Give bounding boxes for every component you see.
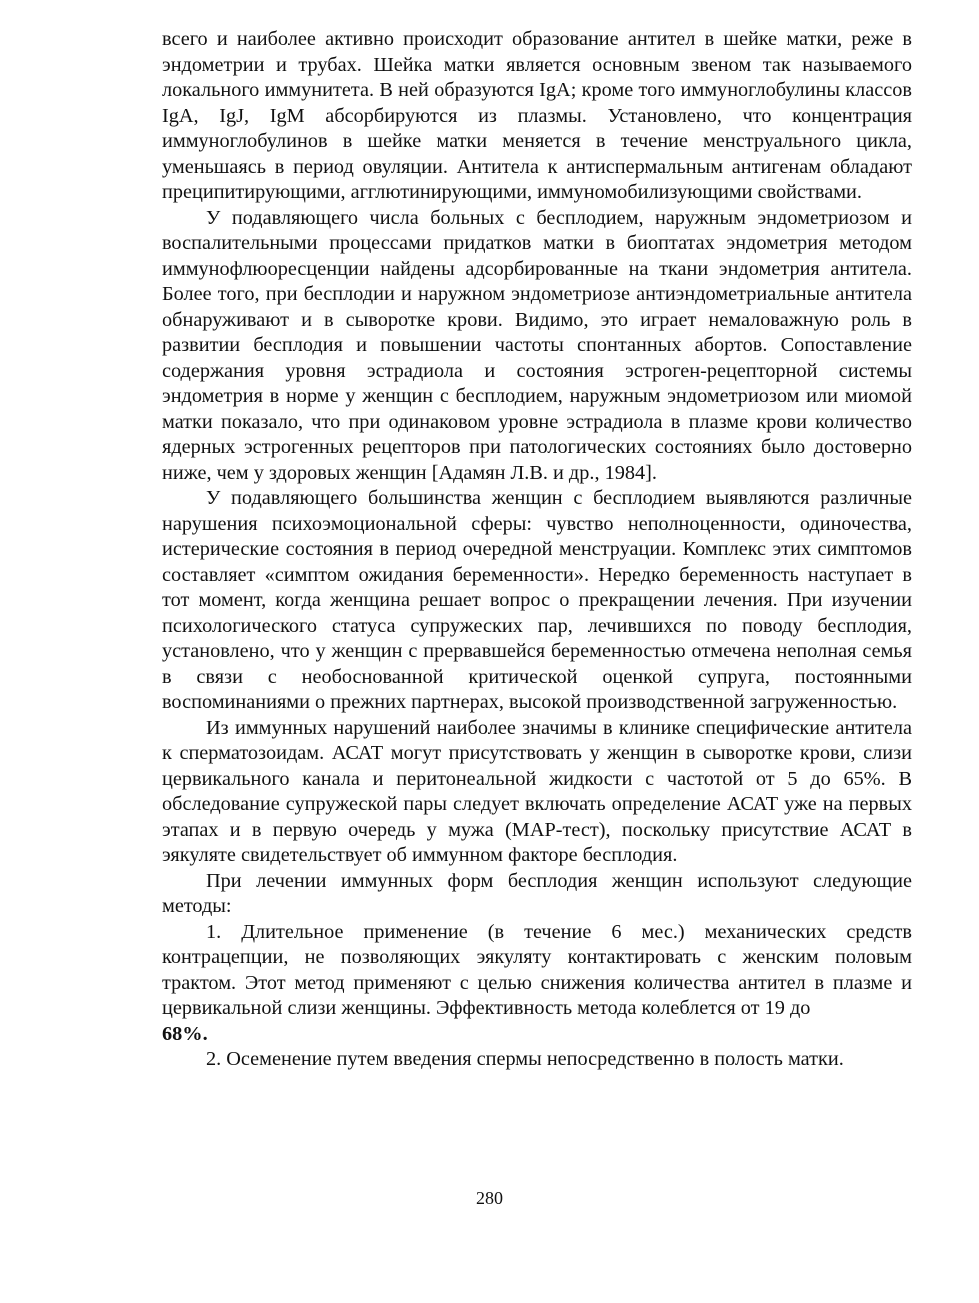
- list-item-1-text: 1. Длительное применение (в течение 6 мес.) механических средств контрацепции, не позволяющих эякуляту контактировать с женским половым трактом. Этот метод применяют с целью снижения количества антител в плазме и цервикальной слизи женщины. Эффективность метода колеблется от 19 до: [162, 920, 912, 1019]
- paragraph-endometriosis-antibodies: У подавляющего числа больных с бесплодием, наружным эндометриозом и воспалительными процессами придатков матки в биоптатах эндометрия методом иммунофлюоресценции найдены адсорбированные на ткани эндометрия антитела. Более того, при бесплодии и наружном эндометриозе антиэндометриальные антитела обнаруживают и в сыворотке крови. Видимо, это играет немаловажную роль в развитии бесплодия и повышении частоты спонтанных абортов. Сопоставление содержания уровня эстрадиола и состояния эстроген-рецепторной системы эндометрия в норме у женщин с бесплодием, наружным эндометриозом или миомой матки показало, что при одинаковом уровне эстрадиола в плазме крови количество ядерных эстрогенных рецепторов при патологических состояниях было достоверно ниже, чем у здоровых женщин [Адамян Л.В. и др., 1984].: [162, 206, 912, 484]
- page-number: 280: [476, 1188, 503, 1208]
- list-item-1: [162, 920, 912, 1048]
- body-text: [162, 27, 912, 1073]
- paragraph-treatment-methods: При лечении иммунных форм бесплодия женщин используют следующие методы:: [162, 869, 912, 917]
- paragraph-asat: Из иммунных нарушений наиболее значимы в клинике специфические антитела к сперматозоидам. АСАТ могут присутствовать у женщин в сыворотке крови, слизи цервикального канала и перитонеальной жидкости с частотой от 5 до 65%. В обследование супружеской пары следует включать определение АСАТ уже на первых этапах и в первую очередь у мужа (МАР-тест), поскольку присутствие АСАТ в эякуляте свидетельствует об иммунном факторе бесплодия.: [162, 716, 912, 866]
- bold-percentage: 68%.: [162, 1022, 208, 1045]
- list-item-2: 2. Осеменение путем введения спермы непосредственно в полость матки.: [206, 1048, 844, 1070]
- paragraph-antibodies-cervix: всего и наиболее активно происходит образование антител в шейке матки, реже в эндометрии и трубах. Шейка матки является основным звеном так называемого локального иммунитета. В ней образуются IgA; кроме того иммуноглобулины классов IgA, IgJ, IgM абсорбируются из плазмы. Установлено, что концентрация иммуноглобулинов в шейке матки меняется в течение менструального цикла, уменьшаясь в период овуляции. Антитела к антиспермальным антигенам обладают преципитирующими, агглютинирующими, иммуномобилизующими свойствами.: [162, 28, 912, 203]
- paragraph-psychoemotional: У подавляющего большинства женщин с бесплодием выявляются различные нарушения психоэмоциональной сферы: чувство неполноценности, одиночества, истерические состояния в период очередной менструации. Комплекс этих симптомов составляет «симптом ожидания беременности». Нередко беременность наступает в тот момент, когда женщина решает вопрос о прекращении лечения. При изучении психологического статуса супружеских пар, лечившихся по поводу бесплодия, установлено, что у женщин с прервавшейся беременностью отмечена неполная семья в связи с необоснованной критической оценкой супруга, постоянными воспоминаниями о прежних партнерах, высокой производственной загруженностью.: [162, 487, 912, 713]
